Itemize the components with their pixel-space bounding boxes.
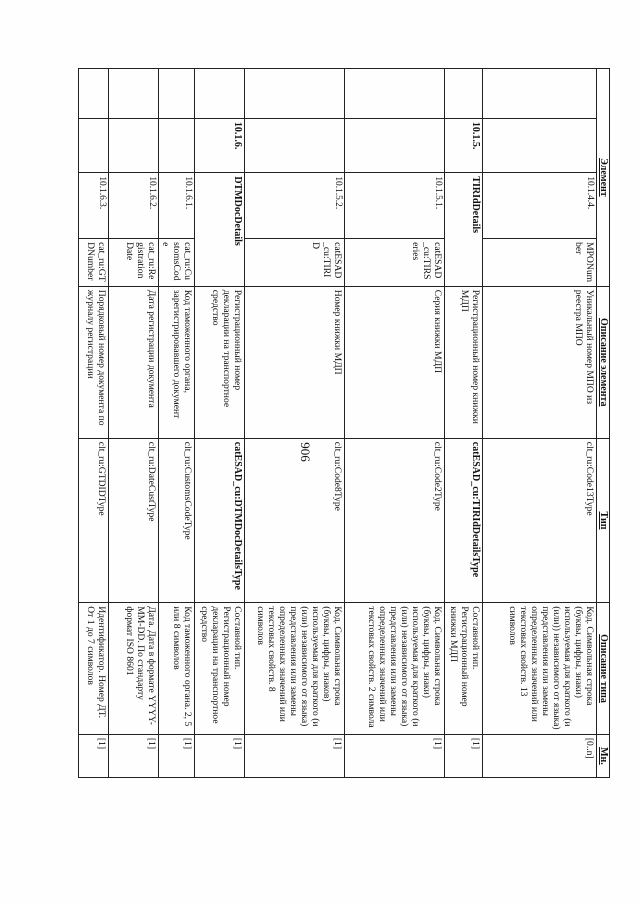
element-description: Регистрационный номер декларации на транспортное средство: [195, 286, 245, 438]
table-row: [159, 69, 195, 778]
header-element-description: Описание элемента: [597, 286, 610, 438]
table-row: [195, 69, 245, 778]
table-row: [245, 69, 345, 778]
multiplicity: [1]: [445, 734, 483, 777]
row-number: 10.1.5.: [445, 118, 483, 172]
multiplicity: [1]: [79, 734, 109, 777]
page-number: 906: [298, 442, 313, 462]
element-description: Код таможенного органа, зарегистрировавшего документ: [159, 286, 195, 438]
element-name: TIRIdDetails: [445, 173, 483, 286]
element-type: catESAD_cu:DTMDocDetailsType: [195, 438, 245, 602]
element-type: clt_ru:CustomsCodeType: [159, 438, 195, 602]
table-row: [445, 69, 483, 778]
type-description: Идентификатор. Номер ДТ. От 1 до 7 символов: [79, 603, 109, 735]
element-name: cat_ru:RegistrationDate: [109, 239, 159, 287]
multiplicity: [1]: [109, 734, 159, 777]
header-element: Элемент: [597, 69, 610, 287]
row-number: 10.1.6.1.: [159, 173, 195, 239]
element-description: Порядковый номер документа по журналу регистрации: [79, 286, 109, 438]
element-type: clt_ru:Code2Type: [345, 438, 445, 602]
element-type: clt_ru:GTDIDType: [79, 438, 109, 602]
header-multiplicity: Мн.: [597, 734, 610, 777]
table-row: [79, 69, 109, 778]
type-description: Код таможенного органа. 2, 5 или 8 символов: [159, 603, 195, 735]
element-type: clt_ru:Code8Type: [245, 438, 345, 602]
type-description: Код. Символьная строка (буквы, цифры, знаки) используемая для краткого (и (или) независимого от языка) представления или замены определенных значений или текстовых свойств. 2 символа: [345, 603, 445, 735]
specification-table: [78, 68, 610, 778]
type-description: Составной тип. Регистрационный номер декларации на транспортное средство: [195, 603, 245, 735]
element-description: Уникальный номер МПО из реестра МПО: [483, 286, 597, 438]
type-description: Код. Символьная строка (буквы, цифры, знаки) используемая для краткого (и (или)) независимого от языка) представления или замены определенных значений или текстовых свойств. 13 символов: [483, 603, 597, 735]
header-type-description: Описание типа: [597, 603, 610, 735]
element-name: cat_ru:CustomsCode: [159, 239, 195, 287]
type-description: Код. Символьная строка (буквы, цифры, знаков) используемая для краткого (и (или) независимого от языка) представления или замены определенных значений или текстовых свойств. 8 символов: [245, 603, 345, 735]
element-type: clt_ru:Code13Type: [483, 438, 597, 602]
multiplicity: [1]: [159, 734, 195, 777]
row-number: 10.1.5.1.: [345, 173, 445, 239]
row-number: 10.1.6.: [195, 118, 245, 172]
element-type: catESAD_cu:TIRIdDetailsType: [445, 438, 483, 602]
header-type: Тип: [597, 438, 610, 602]
element-name: DTMDocDetails: [195, 173, 245, 286]
table-row: [109, 69, 159, 778]
row-number: 10.1.5.2.: [245, 173, 345, 239]
table-row: [483, 69, 597, 778]
type-description: Дата. Дата в формате YYYY-MM-DD. По стандарту формат ISO 8601: [109, 603, 159, 735]
table-row: [345, 69, 445, 778]
element-name: MPONumber: [483, 239, 597, 287]
element-name: cat_ru:GTDNumber: [79, 239, 109, 287]
table-header-row: [597, 69, 610, 778]
row-number: 10.1.6.2.: [109, 173, 159, 239]
multiplicity: [0..n]: [483, 734, 597, 777]
row-number: 10.1.4.4.: [483, 173, 597, 239]
element-name: catESAD_cu:TIRID: [245, 239, 345, 287]
element-description: Номер книжки МДП: [245, 286, 345, 438]
type-description: Составной тип. Регистрационный номер книжки МДП: [445, 603, 483, 735]
row-number: 10.1.6.3.: [79, 173, 109, 239]
element-name: catESAD_cu:TIRSeries: [345, 239, 445, 287]
rotated-table-frame: [85, 68, 610, 778]
element-description: Серия книжки МДП: [345, 286, 445, 438]
multiplicity: [1]: [245, 734, 345, 777]
element-description: Дата регистрации документа: [109, 286, 159, 438]
multiplicity: [1]: [195, 734, 245, 777]
element-description: Регистрационный номер книжки МДП: [445, 286, 483, 438]
multiplicity: [1]: [345, 734, 445, 777]
element-type: clt_ru:DateCustType: [109, 438, 159, 602]
